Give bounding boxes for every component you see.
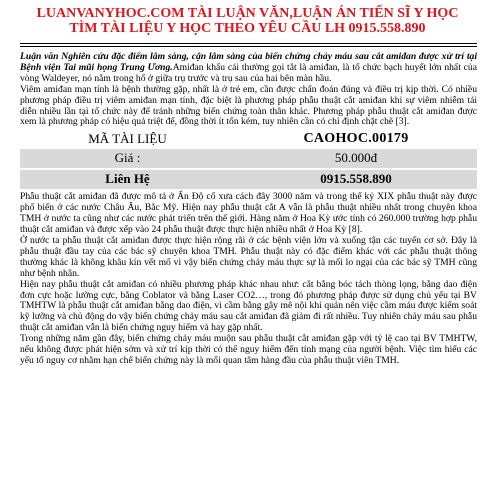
contact-label: Liên Hệ [20,170,235,189]
intro-text: Amiđan khẩu cái thường gọi tắt là amiđan, là tổ chức bạch huyết lớn nhất của vòng Waldeyer, nó nằm trong hố ở giữa trụ trước và trụ sau của hai bên màn hầu. [20,61,477,84]
top-rule [20,43,477,44]
code-row [20,130,477,149]
intro-paragraph [20,52,477,85]
code-label: MÃ TÀI LIỆU [20,130,235,149]
top-rule-2 [20,46,477,47]
paragraph-4: Trong những năm gần đây, biến chứng chảy máu muộn sau phẫu thuật cắt amiđan gặp với tỷ lệ cao tại BV TMHTW, nếu không được phát hiện sớm và xử trí kịp thời có thể nguy hiểm đến tính mạng của người bệnh. Việc tìm hiểu các yếu tố nguy cơ nhằm hạn chế biến chứng này là mối quan tâm hàng đầu của phẫu thuật viên TMH. [20,333,477,366]
code-value: CAOHOC.00179 [235,130,477,149]
price-row [20,149,477,168]
intro-paragraph-2: Viêm amiđan mạn tính là bệnh thường gặp, nhất là ở trẻ em, cần được chẩn đoán đúng và điều trị kịp thời. Có nhiều phương pháp điều trị viêm amiđan mạn tính, đặc biệt là phương pháp phẫu thuật cắt amiđan khi sự viêm nhiễm tái diễn nhiều lần tại tổ chức này để tránh những biến chứng toàn thân khác. Phương pháp phẫu thuật cắt amiđan được xem là phương pháp có hiệu quả triệt để, đồng thời ít tốn kém, tuy nhiên cần có chỉ định chặt chẽ [3]. [20,83,477,128]
price-value: 50.000đ [235,149,477,168]
document-info-table [20,130,477,189]
contact-row [20,170,477,189]
paragraph-1: Phẫu thuật cắt amiđan đã được mô tả ở Ấn Độ cổ xưa cách đây 3000 năm và trong thế kỷ XIX phẫu thuật này được phổ biến ở các nước Châu Âu, Bắc Mỹ. Hiện nay phẫu thuật cắt A vẫn là phẫu thuật nhiều nhất trong chuyên khoa TMH ở nước ta cũng như các nước phát triển trên thế giới. Hàng năm ở Hoa Kỳ ước tính có 260.000 trường hợp phẫu thuật cắt amiđan và được xếp vào 24 phẫu thuật được thực hiện nhiều nhất ở Hoa Kỳ [8]. [20,191,477,236]
paragraph-3: Hiện nay phẫu thuật cắt amiđan có nhiều phương pháp khác nhau như: cắt bằng bóc tách thòng lọng, bằng dao điện đơn cực hoặc lưỡng cực, bằng Coblator và bằng Laser CO2…, trong đó phương pháp được sử dụng chủ yếu tại BV TMHTW là phẫu thuật cắt amiđan bằng dao điện, vì cầm bằng gây mê nội khí quản nên việc cầm máu được kiểm soát kỹ lưỡng và chủ động do vậy biến chứng chảy máu sau cắt amiđan đã giảm đi rất nhiều. Tuy nhiên chảy máu sau phẫu thuật cắt amiđan vẫn là biến chứng nguy hiểm và hay gặp nhất. [20,278,477,334]
banner-line-1[interactable]: LUANVANYHOC.COM TÀI LUẬN VĂN,LUẬN ÁN TIẾN SĨ Y HỌC [36,6,459,21]
paragraph-2: Ở nước ta phẫu thuật cắt amiđan được thực hiện rộng rãi ở các bệnh viện lớn và xuống tận các tuyến cơ sở. Đây là phẫu thuật đầu tay của các bác sỹ chuyên khoa TMH. Phẫu thuật này có đặc điểm khác với các phẫu thuật thông thường khác là không khâu kín vết mổ vì vậy biến chứng chảy máu thực sự là mối lo ngại của các bác sỹ TMH cũng như bệnh nhân. [20,234,477,279]
contact-phone[interactable]: 0915.558.890 [235,170,477,189]
site-banner [0,6,495,36]
price-label: Giá : [20,149,235,168]
document-title: Luận văn Nghiên cứu đặc điểm lâm sàng, cận lâm sàng của biến chứng chảy máu sau cắt amiđan được xử trí tại Bệnh viện Tai mũi họng Trung Ương. [20,51,477,73]
banner-line-2[interactable]: TÌM TÀI LIỆU Y HỌC THEO YÊU CẦU LH 0915.558.890 [69,21,426,36]
document-body [20,52,477,367]
